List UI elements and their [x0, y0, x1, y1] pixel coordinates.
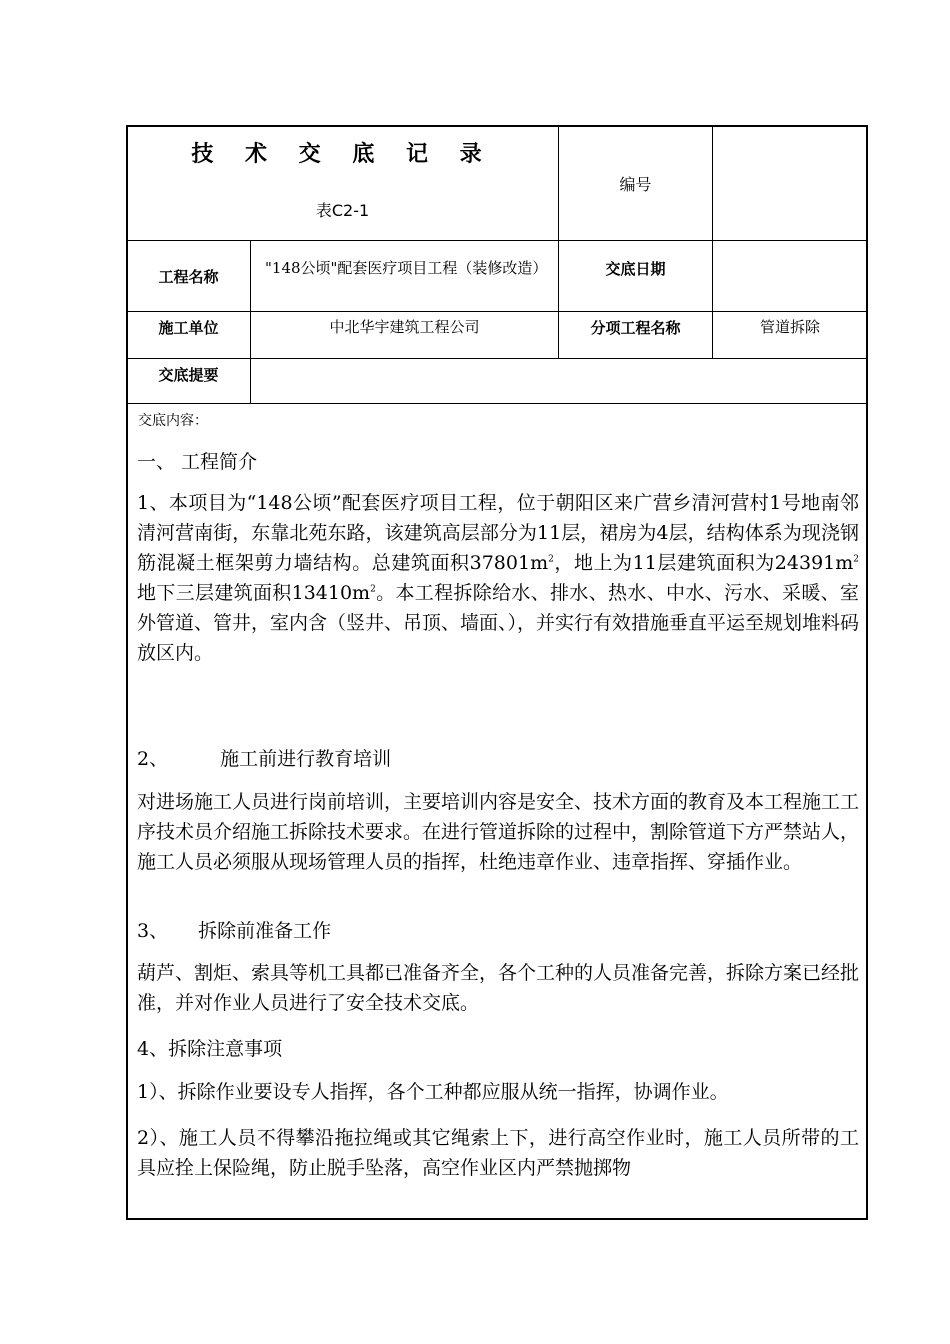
form-title: 技 术 交 底 记 录	[191, 141, 494, 167]
section-1-paragraph: 1、本项目为“148公顷”配套医疗项目工程，位于朝阳区来广营乡清河营村1号地南邻清河营南街，东靠北苑东路，该建筑高层部分为11层，裙房为4层，结构体系为现浇钢筋混凝土框架剪力墙结构。总建筑面积$37801m^2$，地上为11层建筑面积为$24391m^2$ 地下三层建筑面积$13410m^2$。本工程拆除给水、排水、热水、中水、污水、采暖、室外管道、管井，室内含（竖井、吊顶、墙面、），并实行有效措施垂直平运至规划堆料码放区内。	[137, 492, 860, 664]
disclosure-summary-value[interactable]	[251, 359, 867, 403]
construction-unit-value: 中北华宇建筑工程公司	[329, 318, 480, 336]
sub-item-name-label: 分项工程名称	[590, 318, 681, 337]
project-name-label: 工程名称	[158, 267, 219, 286]
section-2-paragraph: 对进场施工人员进行岗前培训，主要培训内容是安全、技术方面的教育及本工程施工工序技术员介绍施工拆除技术要求。在进行管道拆除的过程中，割除管道下方严禁站人，施工人员必须服从现场管理人员的指挥，杜绝违章作业、违章指挥、穿插作业。	[137, 791, 860, 873]
row-divider	[127, 403, 867, 404]
section-3-paragraph: 葫芦、割炬、索具等机工具都已准备齐全，各个工种的人员准备完善，拆除方案已经批准，并对作业人员进行了安全技术交底。	[137, 962, 860, 1014]
section-4-item-1: 1）、拆除作业要设专人指挥，各个工种都应服从统一指挥，协调作业。	[137, 1081, 729, 1103]
section-1-heading: 一、 工程简介	[137, 451, 258, 473]
section-3-heading: 3、 拆除前准备工作	[137, 920, 332, 942]
disclosure-date-label: 交底日期	[605, 259, 666, 278]
disclosure-content-label: 交底内容：	[138, 413, 208, 429]
disclosure-summary-label: 交底提要	[158, 365, 219, 384]
form-number: 表C2-1	[315, 200, 370, 220]
section-4-heading: 4、拆除注意事项	[137, 1038, 283, 1060]
serial-number-label: 编号	[619, 175, 652, 194]
section-2-heading: 2、 施工前进行教育培训	[137, 748, 392, 770]
serial-number-value[interactable]	[713, 127, 867, 240]
project-name-value: "148公顷"配套医疗项目工程（装修改造）	[265, 259, 548, 277]
construction-unit-label: 施工单位	[158, 318, 219, 337]
section-4-item-2: 2）、施工人员不得攀沿拖拉绳或其它绳索上下，进行高空作业时，施工人员所带的工具应拴上保险绳，防止脱手坠落，高空作业区内严禁抛掷物	[137, 1127, 859, 1179]
disclosure-date-value[interactable]	[713, 241, 867, 311]
sub-item-name-value: 管道拆除	[759, 318, 820, 336]
